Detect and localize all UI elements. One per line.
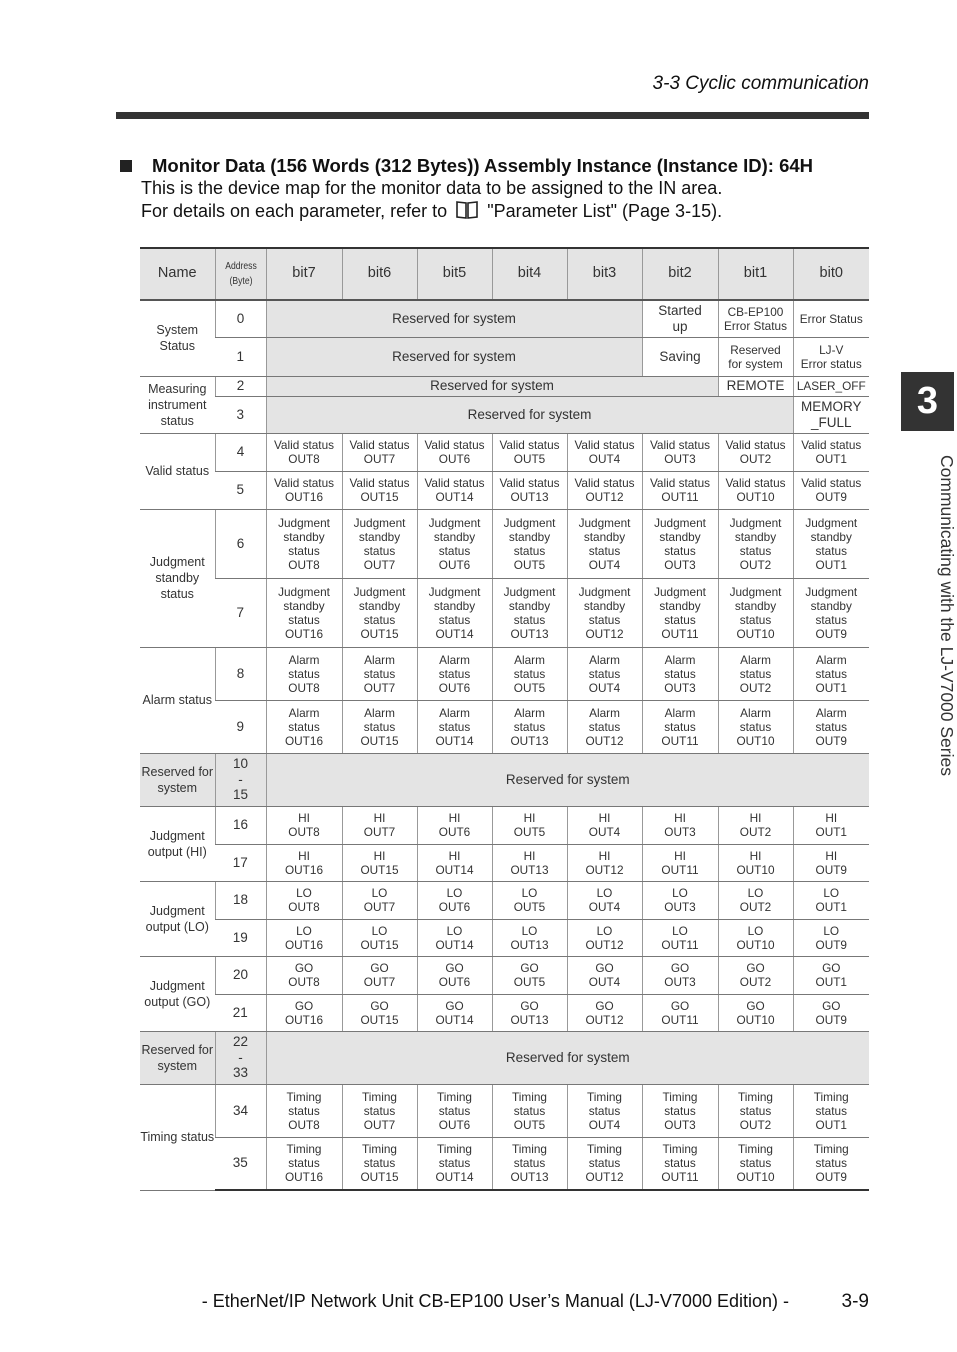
address-header-label: Address (Byte): [224, 260, 257, 287]
bit-cell: Valid status OUT12: [567, 471, 642, 509]
bit-cell: LO OUT6: [417, 881, 492, 919]
square-bullet-icon: [120, 160, 132, 172]
table-row: [140, 300, 869, 337]
bit-cell: Alarm status OUT3: [642, 647, 718, 700]
row-group-name: Reserved for system: [140, 1031, 215, 1084]
bit-cell: Alarm status OUT13: [492, 700, 567, 753]
bit-cell: LO OUT3: [642, 881, 718, 919]
bit-cell: Alarm status OUT15: [342, 700, 417, 753]
bit-cell: HI OUT10: [718, 844, 793, 881]
bit-cell: LO OUT7: [342, 881, 417, 919]
bit-cell: Judgment standby status OUT3: [642, 509, 718, 578]
bit-cell: GO OUT7: [342, 956, 417, 994]
section-description: This is the device map for the monitor data to be assigned to the IN area.: [141, 178, 723, 198]
table-row: [140, 844, 869, 881]
bit-cell: LO OUT14: [417, 919, 492, 956]
table-row: [140, 919, 869, 956]
bit-cell: GO OUT4: [567, 956, 642, 994]
bit-cell: Judgment standby status OUT11: [642, 578, 718, 647]
column-header-bit: bit6: [342, 248, 417, 300]
chapter-number: 3: [901, 372, 954, 431]
address-cell: 10 - 15: [215, 753, 266, 806]
bit-cell: HI OUT13: [492, 844, 567, 881]
address-cell: 1: [215, 337, 266, 376]
column-header-bit: bit2: [642, 248, 718, 300]
row-group-name: Alarm status: [140, 647, 215, 753]
bit-cell: GO OUT14: [417, 994, 492, 1031]
address-cell: 5: [215, 471, 266, 509]
bit-cell: Timing status OUT15: [342, 1137, 417, 1190]
bit-cell: LO OUT16: [266, 919, 342, 956]
footer-manual-title: - EtherNet/IP Network Unit CB-EP100 User’s Manual (LJ-V7000 Edition) -: [201, 1291, 789, 1311]
table-row: [140, 1137, 869, 1190]
bit-cell: LJ-V Error status: [793, 337, 869, 376]
bit-cell: Alarm status OUT5: [492, 647, 567, 700]
chapter-title-vertical: Communicating with the LJ-V7000 Series: [937, 455, 957, 776]
bit-cell: HI OUT9: [793, 844, 869, 881]
table-row: [140, 471, 869, 509]
column-header-bit: bit7: [266, 248, 342, 300]
bit-cell: GO OUT10: [718, 994, 793, 1031]
bit-cell: Valid status OUT16: [266, 471, 342, 509]
book-icon: [455, 200, 479, 226]
section-intro: [116, 155, 876, 226]
bit-cell: Timing status OUT13: [492, 1137, 567, 1190]
bit-cell: Started up: [642, 300, 718, 337]
bit-cell: GO OUT2: [718, 956, 793, 994]
address-cell: 0: [215, 300, 266, 337]
bit-cell: HI OUT6: [417, 806, 492, 844]
row-group-name: System Status: [140, 300, 215, 376]
bit-cell: Valid status OUT5: [492, 433, 567, 471]
address-cell: 3: [215, 396, 266, 433]
address-cell: 35: [215, 1137, 266, 1190]
bit-cell: Judgment standby status OUT16: [266, 578, 342, 647]
bit-cell: GO OUT12: [567, 994, 642, 1031]
bit-cell: Valid status OUT13: [492, 471, 567, 509]
row-group-name: Judgment standby status: [140, 509, 215, 647]
bit-cell: Judgment standby status OUT2: [718, 509, 793, 578]
column-header-bit: bit3: [567, 248, 642, 300]
bit-cell: LO OUT1: [793, 881, 869, 919]
row-group-name: Judgment output (GO): [140, 956, 215, 1031]
bit-cell: Alarm status OUT14: [417, 700, 492, 753]
bit-cell: LO OUT15: [342, 919, 417, 956]
bit-cell: Alarm status OUT12: [567, 700, 642, 753]
bit-cell: Judgment standby status OUT5: [492, 509, 567, 578]
bit-cell: Judgment standby status OUT12: [567, 578, 642, 647]
bit-cell: Valid status OUT14: [417, 471, 492, 509]
section-title-row: [116, 155, 876, 177]
bit-cell: LO OUT9: [793, 919, 869, 956]
bit-cell: Saving: [642, 337, 718, 376]
bit-cell: Judgment standby status OUT7: [342, 509, 417, 578]
bit-cell: Judgment standby status OUT13: [492, 578, 567, 647]
table-row: [140, 1031, 869, 1084]
bit-cell: Valid status OUT11: [642, 471, 718, 509]
bit-cell: MEMORY _FULL: [793, 396, 869, 433]
bit-cell: LO OUT11: [642, 919, 718, 956]
device-map-table: [140, 247, 869, 1191]
bit-cell: REMOTE: [718, 376, 793, 396]
bit-cell: Alarm status OUT7: [342, 647, 417, 700]
bit-cell: GO OUT3: [642, 956, 718, 994]
bit-cell: GO OUT11: [642, 994, 718, 1031]
bit-cell: HI OUT2: [718, 806, 793, 844]
bit-cell: Timing status OUT7: [342, 1084, 417, 1137]
table-body: [140, 248, 869, 1190]
bit-cell: LO OUT5: [492, 881, 567, 919]
bit-cell: GO OUT9: [793, 994, 869, 1031]
bit-cell: HI OUT15: [342, 844, 417, 881]
address-cell: 8: [215, 647, 266, 700]
bit-cell: HI OUT8: [266, 806, 342, 844]
bit-cell: HI OUT11: [642, 844, 718, 881]
column-header-name: Name: [140, 248, 215, 300]
bit-cell: Valid status OUT4: [567, 433, 642, 471]
bit-cell: Timing status OUT11: [642, 1137, 718, 1190]
row-group-name: Valid status: [140, 433, 215, 509]
bit-cell: Valid status OUT9: [793, 471, 869, 509]
bit-cell: Timing status OUT12: [567, 1137, 642, 1190]
table-header-row: [140, 248, 869, 300]
bit-cell: LO OUT8: [266, 881, 342, 919]
table-row: [140, 337, 869, 376]
bit-cell: Valid status OUT7: [342, 433, 417, 471]
bit-cell: Judgment standby status OUT8: [266, 509, 342, 578]
bit-cell: Timing status OUT6: [417, 1084, 492, 1137]
bit-cell: Judgment standby status OUT10: [718, 578, 793, 647]
row-group-name: Timing status: [140, 1084, 215, 1190]
column-header-bit: bit5: [417, 248, 492, 300]
bit-cell: HI OUT3: [642, 806, 718, 844]
bit-cell: Timing status OUT10: [718, 1137, 793, 1190]
row-group-name: Judgment output (HI): [140, 806, 215, 881]
section-title: Monitor Data (156 Words (312 Bytes)) Assembly Instance (Instance ID): 64H: [152, 155, 814, 176]
bit-cell: Valid status OUT6: [417, 433, 492, 471]
table-row: [140, 376, 869, 396]
address-cell: 21: [215, 994, 266, 1031]
bit-cell: GO OUT13: [492, 994, 567, 1031]
bit-cell: Timing status OUT3: [642, 1084, 718, 1137]
bit-cell: HI OUT4: [567, 806, 642, 844]
bit-cell: Judgment standby status OUT9: [793, 578, 869, 647]
column-header-bit: bit1: [718, 248, 793, 300]
reserved-cell: Reserved for system: [266, 300, 642, 337]
bit-cell: LASER_OFF: [793, 376, 869, 396]
table-row: [140, 433, 869, 471]
bit-cell: Judgment standby status OUT1: [793, 509, 869, 578]
bit-cell: Alarm status OUT1: [793, 647, 869, 700]
table-row: [140, 1084, 869, 1137]
address-cell: 6: [215, 509, 266, 578]
bit-cell: Timing status OUT8: [266, 1084, 342, 1137]
bit-cell: HI OUT7: [342, 806, 417, 844]
address-cell: 9: [215, 700, 266, 753]
bit-cell: LO OUT12: [567, 919, 642, 956]
page-number: 3-9: [841, 1291, 869, 1312]
bit-cell: Valid status OUT10: [718, 471, 793, 509]
bit-cell: LO OUT10: [718, 919, 793, 956]
table-row: [140, 578, 869, 647]
section-reference: [141, 200, 876, 226]
table-row: [140, 956, 869, 994]
bit-cell: Timing status OUT9: [793, 1137, 869, 1190]
header-title: 3-3 Cyclic communication: [652, 73, 869, 94]
bit-cell: Judgment standby status OUT4: [567, 509, 642, 578]
bit-cell: Timing status OUT4: [567, 1084, 642, 1137]
bit-cell: Judgment standby status OUT6: [417, 509, 492, 578]
bit-cell: GO OUT16: [266, 994, 342, 1031]
bit-cell: Alarm status OUT9: [793, 700, 869, 753]
reserved-cell: Reserved for system: [266, 337, 642, 376]
bit-cell: Valid status OUT8: [266, 433, 342, 471]
table-row: [140, 994, 869, 1031]
row-group-name: Judgment output (LO): [140, 881, 215, 956]
address-cell: 7: [215, 578, 266, 647]
bit-cell: GO OUT6: [417, 956, 492, 994]
address-cell: 19: [215, 919, 266, 956]
bit-cell: Timing status OUT16: [266, 1137, 342, 1190]
bit-cell: Alarm status OUT16: [266, 700, 342, 753]
reserved-cell: Reserved for system: [266, 396, 793, 433]
bit-cell: CB-EP100 Error Status: [718, 300, 793, 337]
address-cell: 2: [215, 376, 266, 396]
bit-cell: GO OUT15: [342, 994, 417, 1031]
table-row: [140, 700, 869, 753]
reserved-cell: Reserved for system: [266, 376, 718, 396]
bit-cell: LO OUT2: [718, 881, 793, 919]
table-row: [140, 806, 869, 844]
reference-text-before: For details on each parameter, refer to: [141, 201, 448, 221]
address-cell: 16: [215, 806, 266, 844]
bit-cell: Judgment standby status OUT14: [417, 578, 492, 647]
bit-cell: Valid status OUT15: [342, 471, 417, 509]
bit-cell: Reserved for system: [718, 337, 793, 376]
table-row: [140, 647, 869, 700]
table-row: [140, 396, 869, 433]
reserved-cell: Reserved for system: [266, 753, 869, 806]
bit-cell: Alarm status OUT8: [266, 647, 342, 700]
address-cell: 17: [215, 844, 266, 881]
bit-cell: Alarm status OUT2: [718, 647, 793, 700]
address-cell: 20: [215, 956, 266, 994]
bit-cell: Valid status OUT2: [718, 433, 793, 471]
bit-cell: HI OUT1: [793, 806, 869, 844]
address-cell: 18: [215, 881, 266, 919]
bit-cell: Timing status OUT14: [417, 1137, 492, 1190]
column-header-bit: bit4: [492, 248, 567, 300]
address-cell: 4: [215, 433, 266, 471]
table-row: [140, 509, 869, 578]
bit-cell: HI OUT14: [417, 844, 492, 881]
bit-cell: LO OUT13: [492, 919, 567, 956]
bit-cell: GO OUT5: [492, 956, 567, 994]
row-group-name: Reserved for system: [140, 753, 215, 806]
bit-cell: Timing status OUT2: [718, 1084, 793, 1137]
bit-cell: GO OUT1: [793, 956, 869, 994]
column-header-address: [215, 248, 266, 300]
column-header-bit: bit0: [793, 248, 869, 300]
bit-cell: GO OUT8: [266, 956, 342, 994]
row-group-name: Measuring instrument status: [140, 376, 215, 433]
bit-cell: Error Status: [793, 300, 869, 337]
bit-cell: Timing status OUT1: [793, 1084, 869, 1137]
table-row: [140, 881, 869, 919]
bit-cell: HI OUT5: [492, 806, 567, 844]
bit-cell: Valid status OUT3: [642, 433, 718, 471]
reference-link[interactable]: "Parameter List" (Page 3-15).: [487, 201, 723, 221]
address-cell: 22 - 33: [215, 1031, 266, 1084]
table-row: [140, 753, 869, 806]
address-cell: 34: [215, 1084, 266, 1137]
bit-cell: Alarm status OUT11: [642, 700, 718, 753]
header-rule: [116, 112, 869, 119]
bit-cell: HI OUT12: [567, 844, 642, 881]
bit-cell: Alarm status OUT6: [417, 647, 492, 700]
bit-cell: Valid status OUT1: [793, 433, 869, 471]
bit-cell: Judgment standby status OUT15: [342, 578, 417, 647]
bit-cell: LO OUT4: [567, 881, 642, 919]
reserved-cell: Reserved for system: [266, 1031, 869, 1084]
bit-cell: Timing status OUT5: [492, 1084, 567, 1137]
bit-cell: HI OUT16: [266, 844, 342, 881]
bit-cell: Alarm status OUT4: [567, 647, 642, 700]
bit-cell: Alarm status OUT10: [718, 700, 793, 753]
